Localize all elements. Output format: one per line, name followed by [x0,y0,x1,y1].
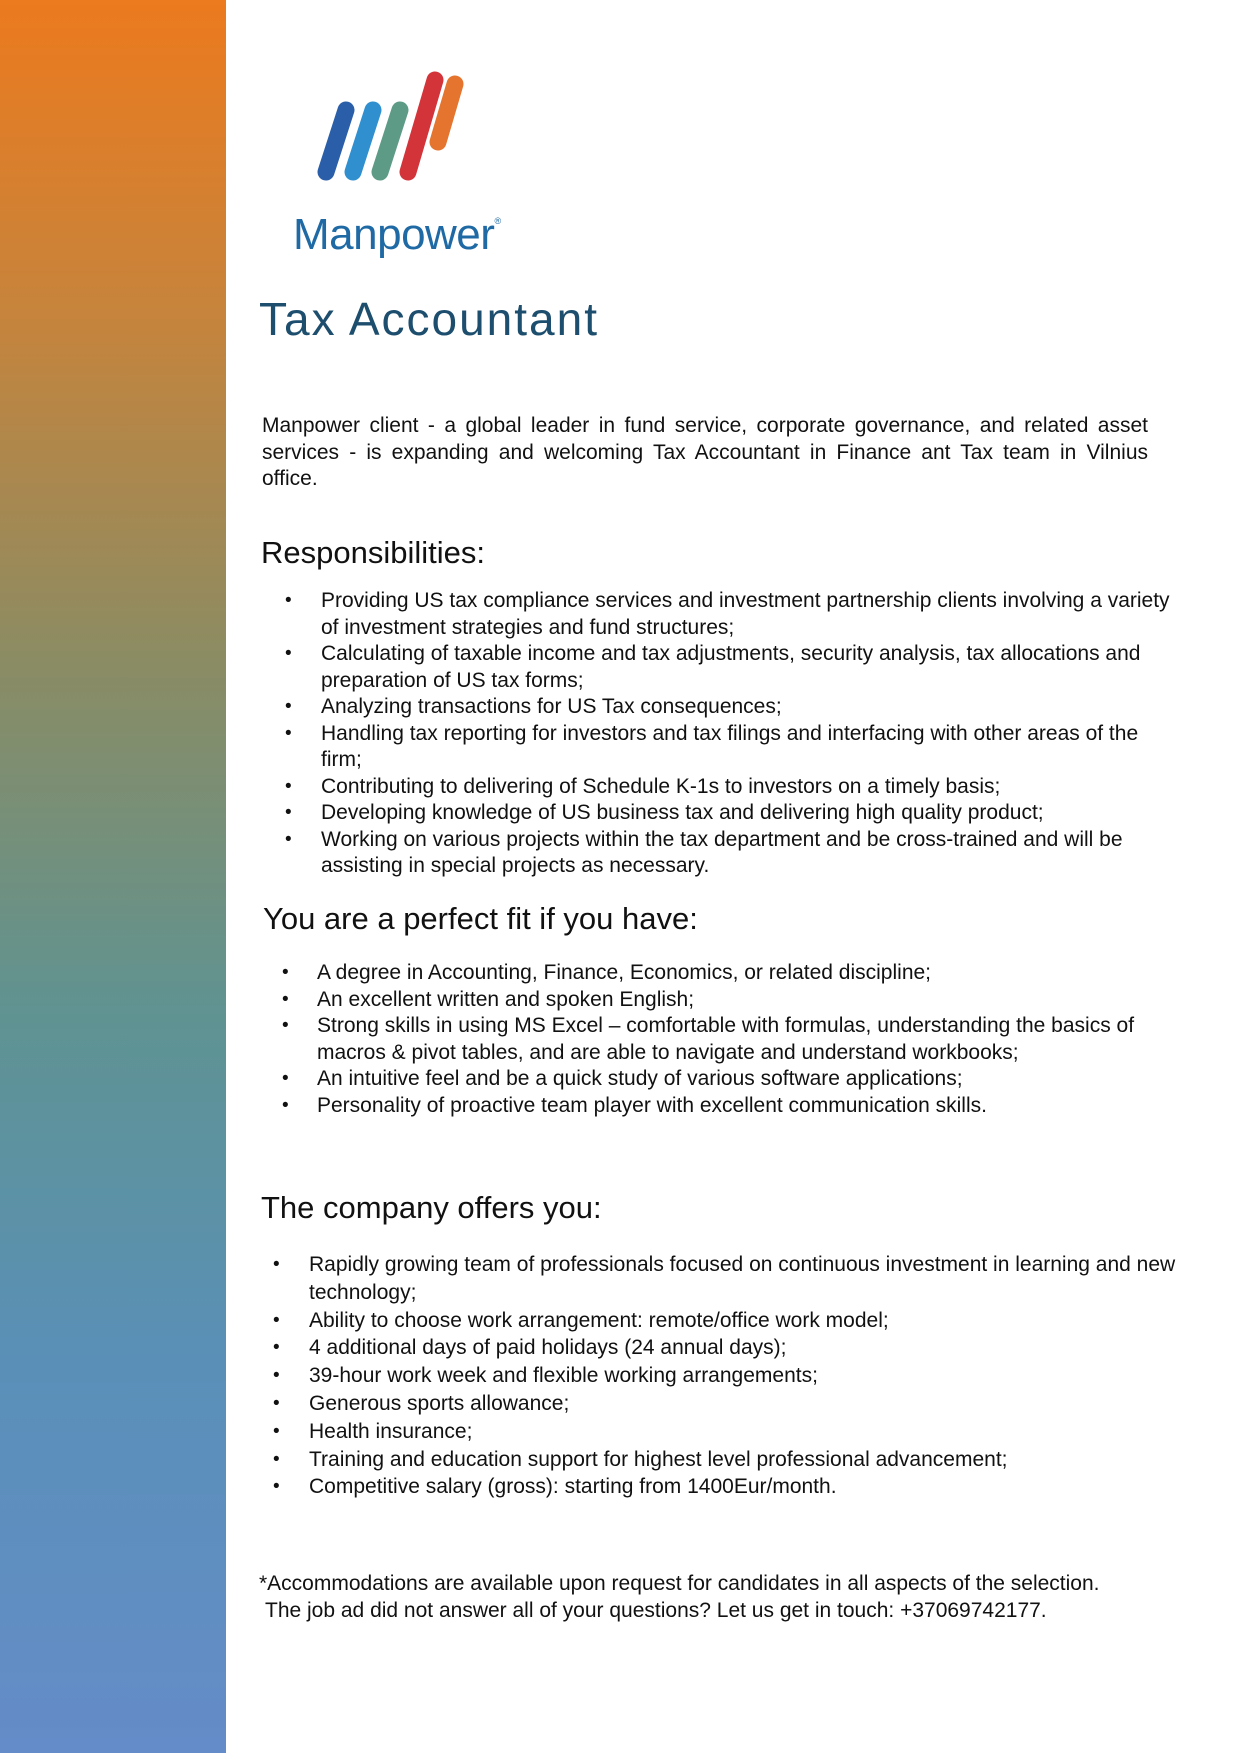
registered-mark: ® [494,216,501,226]
list-item: • Handling tax reporting for investors and tax filings and interfacing with other areas of the firm; [321,721,1183,774]
list-item: • Health insurance; [309,1418,1181,1446]
manpower-logo-stripes-icon [288,70,518,190]
list-item: • Developing knowledge of US business tax and delivering high quality product; [321,800,1183,827]
list-item: • Ability to choose work arrangement: remote/office work model; [309,1307,1181,1335]
list-item: • Working on various projects within the tax department and be cross-trained and will be assisting in special projects as necessary. [321,827,1183,880]
contact-line: The job ad did not answer all of your questions? Let us get in touch: +37069742177. [265,1598,1047,1622]
responsibilities-heading: Responsibilities: [261,535,485,570]
list-item: • A degree in Accounting, Finance, Economics, or related discipline; [317,960,1157,987]
list-item: • Analyzing transactions for US Tax consequences; [321,694,1183,721]
decorative-gradient-band [0,0,226,1753]
list-item: • Rapidly growing team of professionals focused on continuous investment in learning and new technology; [309,1251,1181,1307]
job-title: Tax Accountant [259,293,599,345]
list-item: • Strong skills in using MS Excel – comfortable with formulas, understanding the basics of macros & pivot tables, and are able to navigate and understand workbooks; [317,1013,1157,1066]
list-item: • Training and education support for highest level professional advancement; [309,1446,1181,1474]
list-item: • Contributing to delivering of Schedule K-1s to investors on a timely basis; [321,774,1183,801]
list-item: • Competitive salary (gross): starting from 1400Eur/month. [309,1473,1181,1501]
list-item: • 4 additional days of paid holidays (24 annual days); [309,1334,1181,1362]
fit-heading: You are a perfect fit if you have: [263,901,698,936]
offers-heading: The company offers you: [261,1190,602,1225]
brand-name: Manpower [293,210,495,259]
list-item: • Providing US tax compliance services and investment partnership clients involving a variety of investment strategies and fund structures; [321,588,1183,641]
intro-paragraph: Manpower client - a global leader in fund service, corporate governance, and related asset services - is expanding and welcoming Tax Accountant in Finance ant Tax team in Vilnius office. [262,414,1148,490]
list-item: • Personality of proactive team player with excellent communication skills. [317,1093,1157,1120]
list-item: • An excellent written and spoken English; [317,987,1157,1014]
list-item: • Calculating of taxable income and tax adjustments, security analysis, tax allocations and preparation of US tax forms; [321,641,1183,694]
list-item: • Generous sports allowance; [309,1390,1181,1418]
brand-wordmark [293,210,501,260]
offers-list [309,1251,1181,1501]
list-item: • An intuitive feel and be a quick study of various software applications; [317,1066,1157,1093]
fit-list [317,960,1157,1119]
accommodations-note: *Accommodations are available upon request for candidates in all aspects of the selection. [259,1572,1100,1595]
footer-note [259,1571,1174,1624]
responsibilities-list [321,588,1183,880]
list-item: • 39-hour work week and flexible working arrangements; [309,1362,1181,1390]
